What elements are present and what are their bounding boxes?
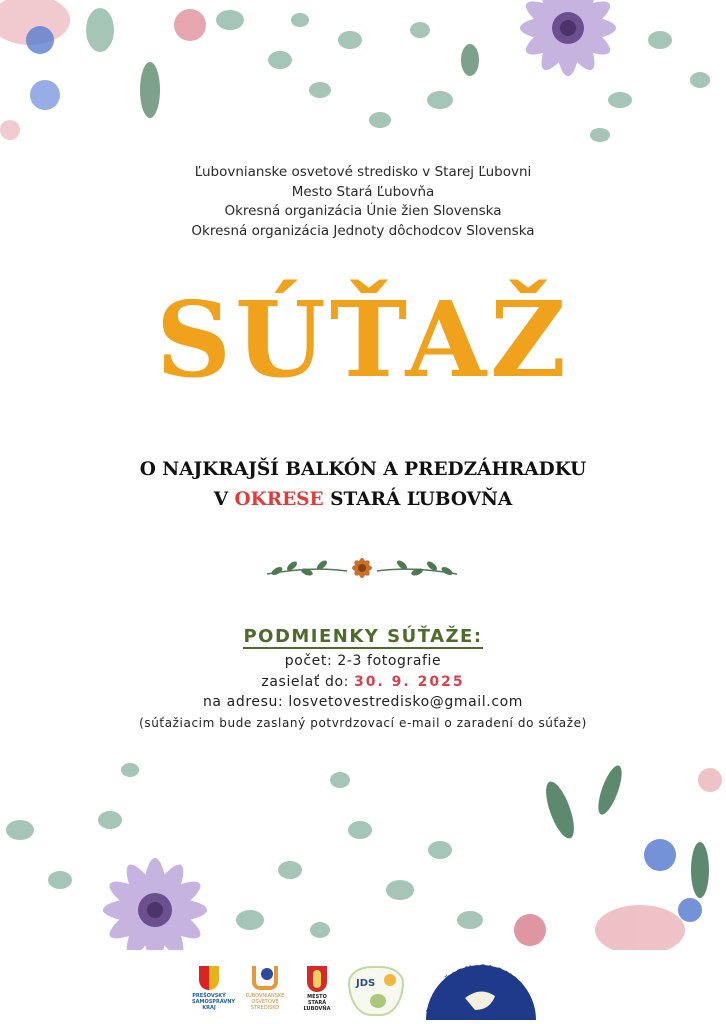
condition-deadline bbox=[0, 672, 726, 693]
los-logo bbox=[245, 966, 285, 1011]
condition-address: na adresu: losvetovestredisko@gmail.com bbox=[202, 694, 524, 710]
organizer-line: Okresná organizácia Jednoty dôchodcov Slovenska bbox=[191, 222, 535, 239]
organizer-line: Okresná organizácia Únie žien Slovenska bbox=[224, 203, 502, 219]
organizer-line: Ľubovnianske osvetové stredisko v Starej Ľubovni bbox=[194, 164, 532, 180]
subtitle-prefix: V bbox=[213, 489, 235, 510]
deadline-date: 30. 9. 2025 bbox=[353, 673, 465, 690]
conditions-heading bbox=[0, 626, 726, 647]
bottom-floral-decoration bbox=[0, 750, 726, 950]
sun-icon bbox=[384, 974, 396, 986]
subtitle-highlight: OKRESE bbox=[234, 489, 324, 510]
condition-note: (súťažiacim bude zaslaný potvrdzovací e-mail o zaradení do súťaže) bbox=[139, 715, 587, 730]
mesto-logo-text: MESTO STARÁ ĽUBOVŇA bbox=[303, 994, 331, 1012]
deadline-label: zasielať do: bbox=[261, 673, 354, 690]
los-logo-text: ĽUBOVNIANSKE OSVETOVÉ STREDISKO bbox=[245, 993, 285, 1011]
conditions-list bbox=[0, 651, 726, 733]
top-floral-decoration bbox=[0, 0, 726, 150]
subtitle-line-1: O NAJKRAJŠÍ BALKÓN A PREDZÁHRADKU bbox=[139, 459, 587, 480]
subtitle-suffix: STARÁ ĽUBOVŇA bbox=[323, 489, 513, 510]
organizers-list bbox=[0, 163, 726, 241]
subtitle-line-2 bbox=[0, 485, 726, 515]
los-emblem-icon bbox=[252, 966, 278, 990]
psk-crest-icon bbox=[199, 966, 219, 990]
conditions-heading-text: PODMIENKY SÚŤAŽE: bbox=[243, 626, 483, 647]
condition-count: počet: 2-3 fotografie bbox=[284, 653, 442, 669]
jds-logo bbox=[348, 966, 404, 1016]
poster-title: SÚŤAŽ bbox=[155, 278, 571, 401]
mesto-logo bbox=[300, 966, 334, 1012]
jds-logo-text: JDS bbox=[356, 978, 376, 989]
organizer-line: Mesto Stará Ľubovňa bbox=[291, 183, 435, 200]
mesto-crest-icon bbox=[307, 966, 327, 992]
psk-logo-text: PREŠOVSKÝ SAMOSPRÁVNY KRAJ bbox=[192, 993, 236, 1011]
tree-icon bbox=[370, 994, 386, 1008]
uzs-logo bbox=[420, 958, 542, 1022]
floral-ornament-icon bbox=[262, 552, 462, 586]
poster-subtitle bbox=[0, 455, 726, 515]
svg-text:ÚNIA ŽIEN SLOVENSKA: ÚNIA ŽIEN SLOVENSKA bbox=[426, 963, 536, 1017]
psk-logo bbox=[192, 966, 236, 1011]
